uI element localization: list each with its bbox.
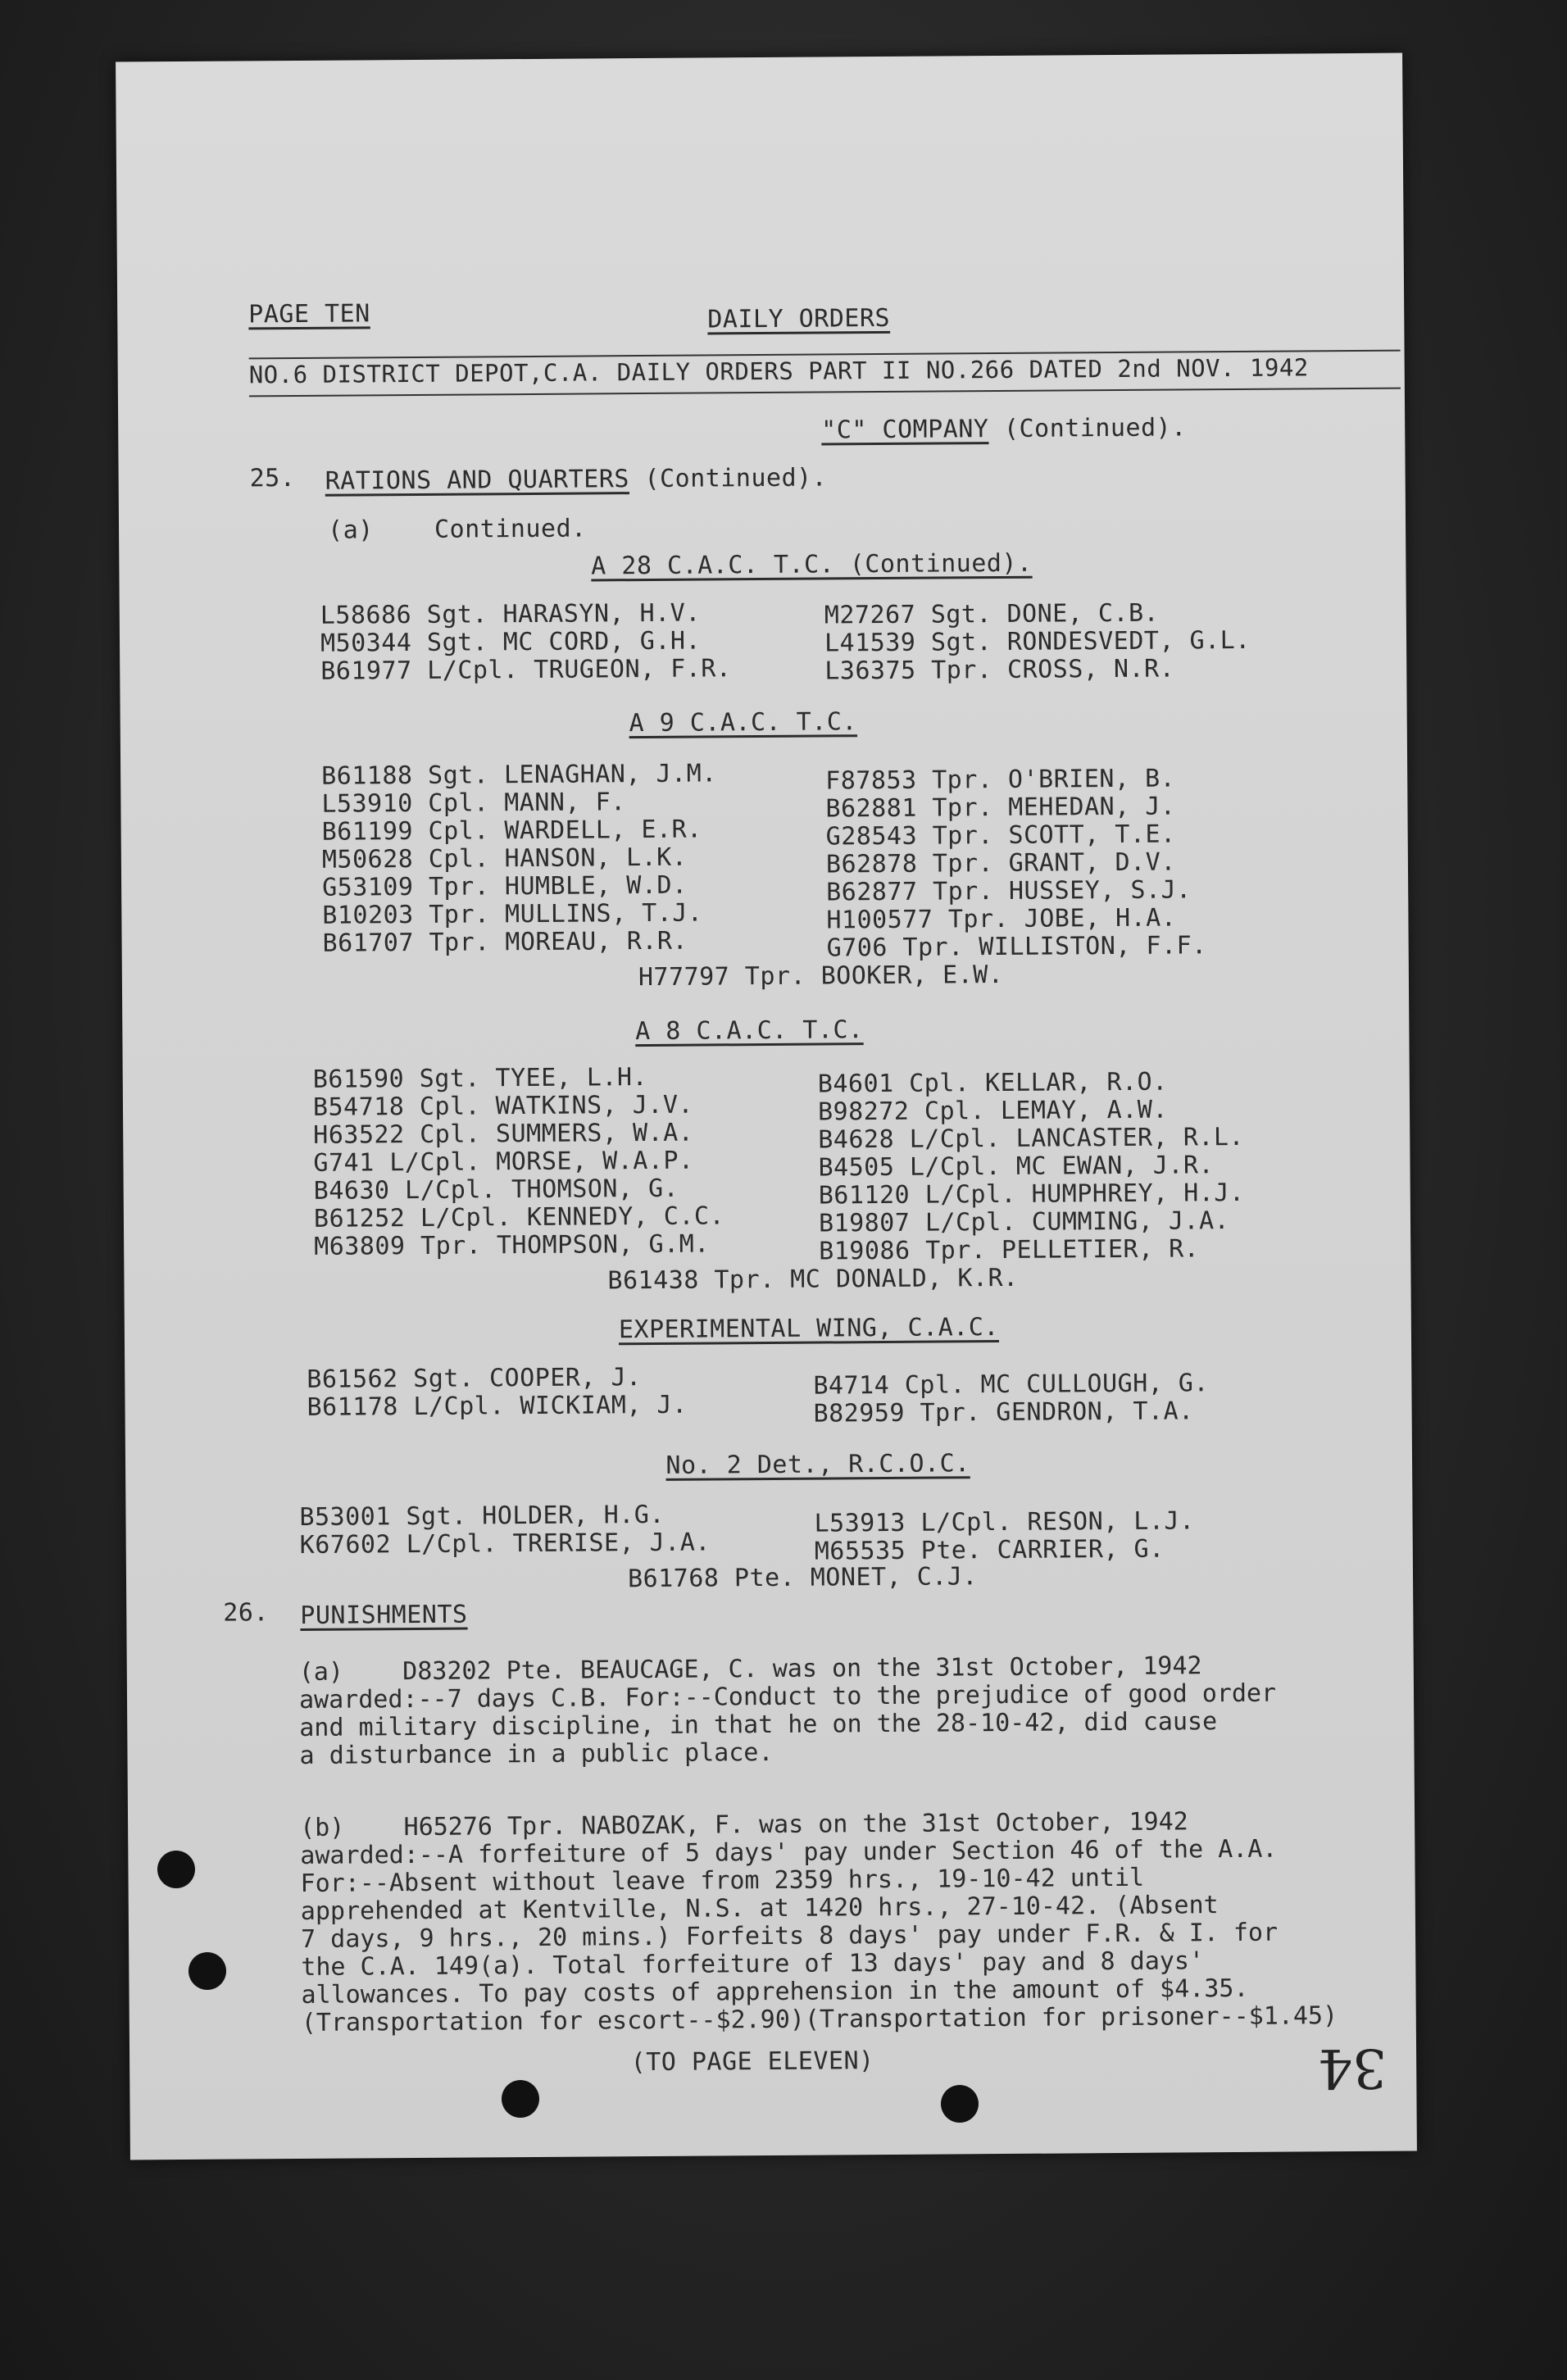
section-heading-a28: A 28 C.A.C. T.C. (Continued). [591,548,1033,581]
roster-right-a9-5: B62877 Tpr. HUSSEY, S.J. [826,875,1192,907]
section-heading-rcoc: No. 2 Det., R.C.O.C. [665,1449,970,1480]
handwritten-page-number: 34 [1317,2036,1388,2101]
roster-right-a9-2: B62881 Tpr. MEHEDAN, J. [825,792,1176,824]
company-heading: "C" COMPANY [821,415,989,445]
roster-right-a8-4: B4505 L/Cpl. MC EWAN, J.R. [818,1151,1215,1183]
punch-hole-bottom-right [941,2085,979,2123]
item-25-heading-row [325,463,828,495]
roster-right-a8-6: B19807 L/Cpl. CUMMING, J.A. [818,1206,1230,1238]
roster-left-a9-4: M50628 Cpl. HANSON, L.K. [321,843,688,874]
roster-right-exp-2: B82959 Tpr. GENDRON, T.A. [813,1397,1194,1428]
roster-right-a9-1: F87853 Tpr. O'BRIEN, B. [825,764,1176,796]
company-heading-row [821,413,1187,444]
roster-left-a8-1: B61590 Sgt. TYEE, L.H. [312,1063,648,1094]
roster-right-a8-2: B98272 Cpl. LEMAY, A.W. [817,1095,1169,1127]
roster-left-exp-1: B61562 Sgt. COOPER, J. [307,1363,642,1394]
roster-left-a9-1: B61188 Sgt. LENAGHAN, J.M. [321,759,717,791]
roster-right-a8-5: B61120 L/Cpl. HUMPHREY, H.J. [818,1178,1245,1210]
roster-left-a8-2: B54718 Cpl. WATKINS, J.V. [312,1090,694,1122]
roster-left-a28-2: M50344 Sgt. MC CORD, G.H. [320,626,702,658]
item-26-number: 26. [223,1598,270,1628]
roster-left-a8-7: M63809 Tpr. THOMPSON, G.M. [314,1229,710,1261]
document-title: DAILY ORDERS [707,303,891,334]
roster-right-a8-1: B4601 Cpl. KELLAR, R.O. [817,1067,1168,1099]
roster-left-a9-6: B10203 Tpr. MULLINS, T.J. [322,898,703,930]
punch-hole-left-lower [188,1952,226,1990]
punishment-a: (a) D83202 Pte. BEAUCAGE, C. was on the 31st October, 1942 awarded:--7 days C.B. For:--Conduct to the prejudice of good order and military discipline, in that he on the 28-10-42, did cause a disturbance in a public place. [298,1651,1277,1770]
item-25-suffix: (Continued). [644,463,828,494]
roster-right-rcoc-2: M65535 Pte. CARRIER, G. [814,1534,1165,1566]
roster-left-exp-2: B61178 L/Cpl. WICKIAM, J. [307,1390,688,1422]
roster-left-rcoc-2: K67602 L/Cpl. TRERISE, J.A. [299,1528,711,1560]
company-suffix: (Continued). [1003,413,1187,443]
district-line: NO.6 DISTRICT DEPOT,C.A. DAILY ORDERS PART II NO.266 DATED 2nd NOV. 1942 [248,353,1309,389]
roster-right-a28-2: L41539 Sgt. RONDESVEDT, G.L. [824,625,1251,658]
roster-left-a9-7: B61707 Tpr. MOREAU, R.R. [322,926,688,958]
item-25-title: RATIONS AND QUARTERS [325,465,630,496]
roster-tail-a8: B61438 Tpr. MC DONALD, K.R. [607,1263,1019,1296]
roster-left-a9-5: G53109 Tpr. HUMBLE, W.D. [322,870,688,902]
roster-right-exp-1: B4714 Cpl. MC CULLOUGH, G. [813,1369,1210,1401]
roster-right-a9-6: H100577 Tpr. JOBE, H.A. [826,903,1177,935]
roster-right-a9-3: G28543 Tpr. SCOTT, T.E. [825,820,1176,852]
item-25-number: 25. [249,463,296,493]
roster-right-a9-7: G706 Tpr. WILLISTON, F.F. [826,931,1207,963]
header-rule-bottom [249,388,1401,397]
punch-hole-bottom-left [502,2080,539,2118]
document-sheet [116,53,1417,2160]
roster-right-a9-4: B62878 Tpr. GRANT, D.V. [825,847,1176,879]
roster-left-a8-4: G741 L/Cpl. MORSE, W.A.P. [313,1146,694,1178]
continuation-note: (TO PAGE ELEVEN) [630,2046,874,2078]
roster-left-a8-5: B4630 L/Cpl. THOMSON, G. [313,1174,679,1206]
roster-right-a8-3: B4628 L/Cpl. LANCASTER, R.L. [818,1122,1245,1155]
roster-left-a8-3: H63522 Cpl. SUMMERS, W.A. [313,1118,694,1150]
roster-left-a28-3: B61977 L/Cpl. TRUGEON, F.R. [320,654,732,686]
section-heading-a8: A 8 C.A.C. T.C. [635,1015,864,1047]
page-label: PAGE TEN [248,299,370,329]
roster-left-a9-3: B61199 Cpl. WARDELL, E.R. [321,815,702,847]
section-heading-experimental: EXPERIMENTAL WING, C.A.C. [618,1313,1000,1345]
roster-right-a28-3: L36375 Tpr. CROSS, N.R. [824,654,1175,686]
roster-tail-rcoc: B61768 Pte. MONET, C.J. [627,1562,979,1594]
section-heading-a9: A 9 C.A.C. T.C. [629,707,858,738]
roster-left-a28-1: L58686 Sgt. HARASYN, H.V. [320,598,701,630]
punch-hole-left-upper [157,1851,195,1888]
roster-tail-a9: H77797 Tpr. BOOKER, E.W. [638,960,1004,992]
roster-right-rcoc-1: L53913 L/Cpl. RESON, L.J. [814,1506,1195,1538]
item-25-sub: (a) Continued. [327,514,587,545]
roster-left-a8-6: B61252 L/Cpl. KENNEDY, C.C. [313,1201,725,1233]
punishment-b: (b) H65276 Tpr. NABOZAK, F. was on the 31st October, 1942 awarded:--A forfeiture of 5 days' pay under Section 46 of the A.A. For:--Absent without leave from 2359 hrs., 19-10-42 until apprehended at Kentville, N.S. at 1420 hrs., 27-10-42. (Absent 7 days, 9 hrs., 20 mins.) Forfeits 8 days' pay under F.R. & I. for the C.A. 149(a). Total forfeiture of 13 days' pay and 8 days' allowances. To pay costs of apprehension in the amount of $4.35. (Transportation for escort--$2.90)(Transportation for prisoner--$1.45) [300,1807,1338,2037]
roster-right-a28-1: M27267 Sgt. DONE, C.B. [824,598,1160,630]
item-26-title: PUNISHMENTS [300,1600,468,1630]
roster-left-rcoc-1: B53001 Sgt. HOLDER, H.G. [299,1500,665,1532]
roster-left-a9-2: L53910 Cpl. MANN, F. [321,788,626,819]
roster-right-a8-7: B19086 Tpr. PELLETIER, R. [819,1234,1200,1266]
